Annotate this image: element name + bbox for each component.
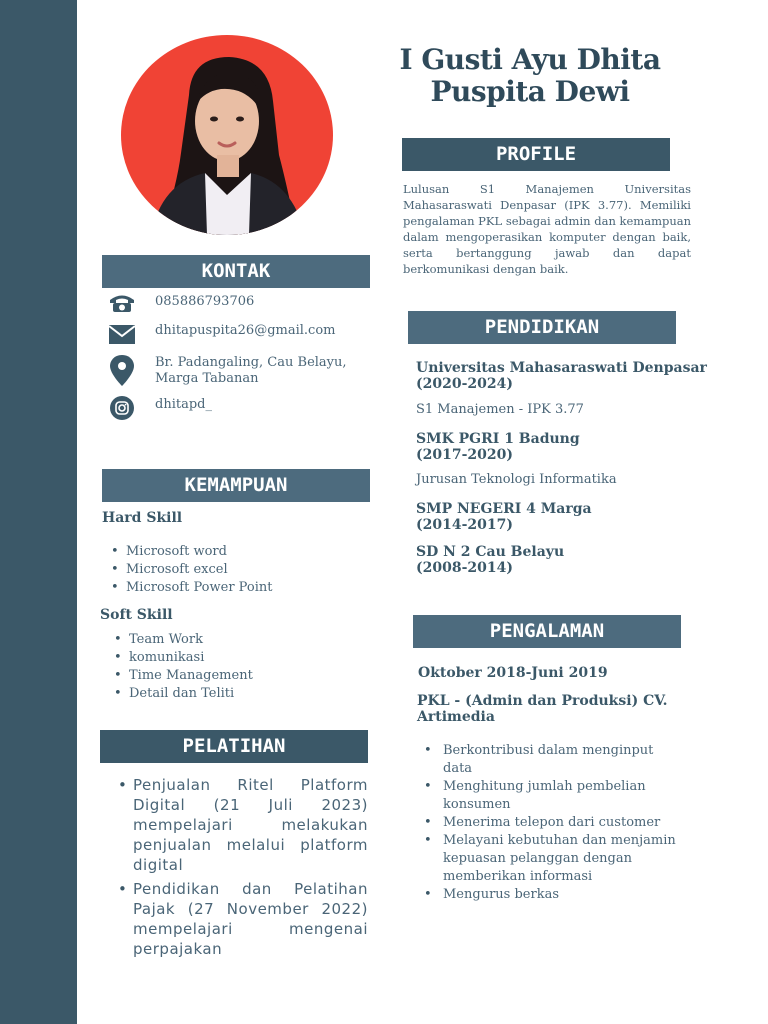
instagram-icon xyxy=(106,395,138,421)
contact-instagram-text: dhitapd_ xyxy=(155,397,212,412)
contact-phone-text: 085886793706 xyxy=(155,294,255,309)
edu-school: Universitas Mahasaraswati Denpasar xyxy=(416,360,707,376)
phone-icon xyxy=(106,292,138,318)
edu-detail: Jurusan Teknologi Informatika xyxy=(416,472,617,487)
list-item: • Menerima telepon dari customer xyxy=(417,814,679,832)
list-item: • Berkontribusi dalam menginput data xyxy=(417,742,679,778)
mail-icon xyxy=(106,321,138,347)
soft-skill-title: Soft Skill xyxy=(100,607,173,623)
pengalaman-heading: PENGALAMAN xyxy=(413,615,681,648)
list-item: • Team Work xyxy=(107,631,357,649)
list-item: • Microsoft excel xyxy=(104,561,354,579)
experience-period: Oktober 2018-Juni 2019 xyxy=(418,665,608,681)
contact-address-text: Br. Padangaling, Cau Belayu, Marga Tabanan xyxy=(155,355,347,386)
candidate-name-line1: I Gusti Ayu Dhita xyxy=(399,43,661,76)
hard-skill-title: Hard Skill xyxy=(102,510,183,526)
pelatihan-heading: PELATIHAN xyxy=(100,730,368,763)
profile-text: Lulusan S1 Manajemen Universitas Mahasaraswati Denpasar (IPK 3.77). Memiliki pengalaman PKL sebagai admin dan kemampuan dalam mengoperasikan komputer dengan baik, serta bertanggung jawab dan dapat berkomunikasi dengan baik. xyxy=(403,182,691,276)
list-item: • Microsoft word xyxy=(104,543,354,561)
edu-years: (2014-2017) xyxy=(416,517,513,533)
list-item: • Mengurus berkas xyxy=(417,886,679,904)
edu-detail: S1 Manajemen - IPK 3.77 xyxy=(416,402,584,417)
list-item: • Pendidikan dan Pelatihan Pajak (27 November 2022) mempelajari mengenai perpajakan xyxy=(114,879,368,959)
edu-school: SMK PGRI 1 Badung xyxy=(416,431,580,447)
candidate-name-line2: Puspita Dewi xyxy=(430,75,630,108)
list-item: • Detail dan Teliti xyxy=(107,685,357,703)
soft-skill-list xyxy=(107,631,357,703)
sidebar-accent-bar xyxy=(0,0,77,1024)
edu-years: (2017-2020) xyxy=(416,447,513,463)
pelatihan-list xyxy=(114,775,368,963)
candidate-name xyxy=(390,44,670,108)
list-item: • Melayani kebutuhan dan menjamin kepuasan pelanggan dengan memberikan informasi xyxy=(417,832,679,886)
edu-school: SD N 2 Cau Belayu xyxy=(416,544,565,560)
hard-skill-list xyxy=(104,543,354,597)
experience-role: PKL - (Admin dan Produksi) CV. Artimedia xyxy=(417,693,668,725)
edu-years: (2008-2014) xyxy=(416,560,513,576)
contact-email-text: dhitapuspita26@gmail.com xyxy=(155,323,336,338)
profile-photo xyxy=(121,35,333,235)
list-item: • Penjualan Ritel Platform Digital (21 Juli 2023) mempelajari melakukan penjualan melalui platform digital xyxy=(114,775,368,875)
experience-task-list xyxy=(417,742,679,904)
kemampuan-heading: KEMAMPUAN xyxy=(102,469,370,502)
list-item: • Menghitung jumlah pembelian konsumen xyxy=(417,778,679,814)
edu-school: SMP NEGERI 4 Marga xyxy=(416,501,592,517)
edu-years: (2020-2024) xyxy=(416,376,513,392)
list-item: • komunikasi xyxy=(107,649,357,667)
list-item: • Time Management xyxy=(107,667,357,685)
profile-heading: PROFILE xyxy=(402,138,670,171)
location-pin-icon xyxy=(106,353,138,379)
kontak-heading: KONTAK xyxy=(102,255,370,288)
list-item: • Microsoft Power Point xyxy=(104,579,354,597)
pendidikan-heading: PENDIDIKAN xyxy=(408,311,676,344)
